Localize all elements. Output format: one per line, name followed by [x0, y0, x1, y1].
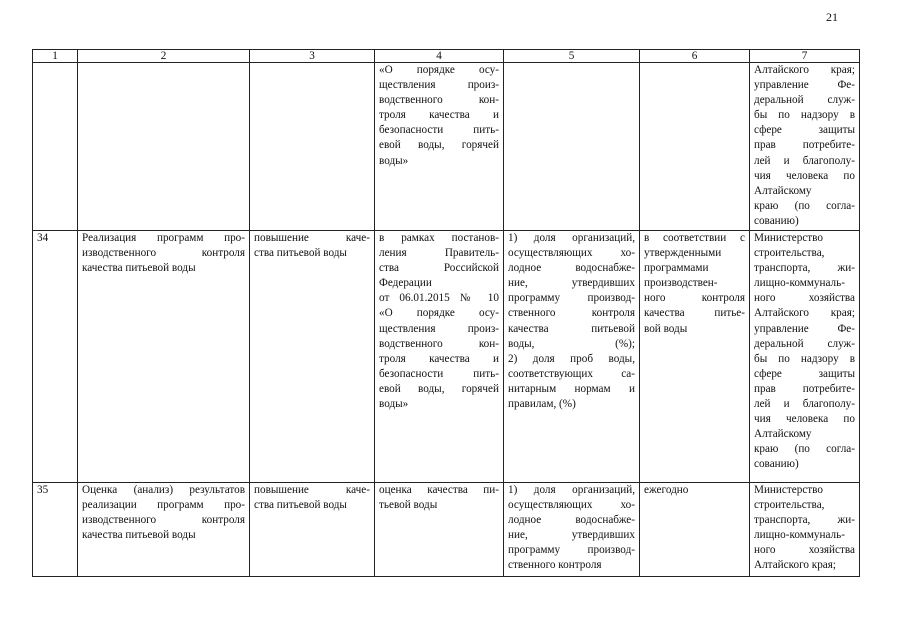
cell-line: краю (по согла-: [754, 443, 855, 456]
column-number: 6: [640, 50, 750, 63]
cell-line: тьевой воды: [379, 499, 438, 512]
cell-line: троля качества и: [379, 109, 499, 122]
cell-line: чия человека по: [754, 413, 855, 426]
cell-line: ществления произ-: [379, 322, 499, 335]
deadline-cell: [640, 231, 750, 483]
goal-cell: [250, 63, 375, 231]
column-number-row: [33, 50, 860, 63]
cell-line: водственного кон-: [379, 337, 499, 350]
cell-line: Реализация программ про-: [82, 232, 245, 244]
basis-cell: [375, 63, 504, 231]
cell-line: лей и благополу-: [754, 154, 855, 167]
cell-line: сфере защиты: [754, 367, 855, 380]
cell-line: ного хозяйства: [754, 292, 855, 305]
cell-line: евой воды, горячей: [379, 382, 499, 395]
cell-line: реализации программ про-: [82, 499, 245, 512]
cell-line: программу производ-: [508, 292, 635, 305]
cell-line: водственного кон-: [379, 94, 499, 107]
cell-line: изводственного контроля: [82, 514, 245, 527]
cell-line: соответствующих са-: [508, 367, 635, 380]
executor-cell: [750, 63, 860, 231]
cell-line: ственного контроля: [508, 307, 635, 320]
cell-line: утвержденными: [644, 247, 722, 260]
cell-line: ние, утвердивших: [508, 277, 635, 290]
cell-line: производствен-: [644, 277, 718, 290]
cell-line: «О порядке осу-: [379, 307, 499, 320]
cell-line: ного хозяйства: [754, 544, 855, 557]
goal-cell: [250, 483, 375, 577]
cell-line: ежегодно: [644, 484, 689, 496]
cell-line: ного контроля: [644, 292, 745, 305]
indicator-cell: [504, 63, 640, 231]
cell-line: качества питьевой воды: [82, 529, 196, 542]
cell-line: безопасности пить-: [379, 367, 499, 380]
cell-line: Федерации: [379, 277, 432, 290]
row-number: 35: [33, 483, 78, 577]
column-number: 5: [504, 50, 640, 63]
cell-line: 1) доля организаций,: [508, 232, 635, 244]
cell-line: качества питье-: [644, 307, 745, 320]
cell-line: программами: [644, 262, 709, 275]
cell-line: оценка качества пи-: [379, 484, 499, 496]
measures-table: [32, 49, 860, 577]
column-number: 3: [250, 50, 375, 63]
cell-line: повышение каче-: [254, 484, 370, 496]
cell-line: 2) доля проб воды,: [508, 352, 635, 365]
cell-line: ние, утвердивших: [508, 529, 635, 542]
cell-line: сфере защиты: [754, 124, 855, 137]
cell-line: в рамках постанов-: [379, 232, 499, 244]
row-number: [33, 63, 78, 231]
cell-line: нитарным нормам и: [508, 382, 635, 395]
cell-line: вой воды: [644, 322, 688, 335]
goal-cell: [250, 231, 375, 483]
cell-line: чия человека по: [754, 169, 855, 182]
cell-line: качества питьевой воды: [82, 262, 196, 275]
event-cell: [78, 63, 250, 231]
cell-line: лищно-коммуналь-: [754, 277, 845, 290]
cell-line: лищно-коммуналь-: [754, 529, 845, 542]
cell-line: изводственного контроля: [82, 247, 245, 260]
row-number: 34: [33, 231, 78, 483]
cell-line: в соответствии с: [644, 232, 745, 244]
table-row: [33, 231, 860, 483]
cell-line: воды»: [379, 398, 409, 411]
column-number: 2: [78, 50, 250, 63]
cell-line: правилам, (%): [508, 398, 576, 411]
cell-line: прав потребите-: [754, 139, 855, 152]
table-row: [33, 63, 860, 231]
event-cell: [78, 231, 250, 483]
cell-line: бы по надзору в: [754, 352, 855, 365]
cell-line: бы по надзору в: [754, 109, 855, 122]
cell-line: деральной служ-: [754, 94, 855, 107]
cell-line: от 06.01.2015 № 10: [379, 292, 499, 305]
cell-line: строительства,: [754, 499, 825, 512]
cell-line: прав потребите-: [754, 382, 855, 395]
cell-line: Министерство: [754, 484, 823, 496]
cell-line: Оценка (анализ) результатов: [82, 484, 245, 496]
cell-line: Алтайского края;: [754, 307, 855, 320]
cell-line: управление Фе-: [754, 79, 855, 92]
executor-cell: [750, 483, 860, 577]
cell-line: осуществляющих хо-: [508, 247, 635, 260]
cell-line: деральной служ-: [754, 337, 855, 350]
page-number: 21: [826, 10, 838, 24]
cell-line: транспорта, жи-: [754, 262, 855, 275]
cell-line: программу производ-: [508, 544, 635, 557]
column-number: 7: [750, 50, 860, 63]
cell-line: Алтайского края;: [754, 559, 837, 572]
cell-line: Алтайского края;: [754, 64, 855, 76]
cell-line: 1) доля организаций,: [508, 484, 635, 496]
cell-line: «О порядке осу-: [379, 64, 499, 76]
cell-line: Министерство: [754, 232, 823, 244]
cell-line: лодное водоснабже-: [508, 514, 635, 527]
cell-line: ства Российской: [379, 262, 499, 275]
cell-line: троля качества и: [379, 352, 499, 365]
cell-line: Алтайскому: [754, 184, 812, 197]
cell-line: Алтайскому: [754, 428, 812, 441]
cell-line: сованию): [754, 458, 799, 471]
cell-line: управление Фе-: [754, 322, 855, 335]
indicator-cell: [504, 483, 640, 577]
cell-line: ства питьевой воды: [254, 499, 347, 512]
deadline-cell: [640, 483, 750, 577]
cell-line: ществления произ-: [379, 79, 499, 92]
cell-line: ства питьевой воды: [254, 247, 347, 260]
cell-line: ления Правитель-: [379, 247, 499, 260]
cell-line: безопасности пить-: [379, 124, 499, 137]
basis-cell: [375, 483, 504, 577]
executor-cell: [750, 231, 860, 483]
cell-line: ственного контроля: [508, 559, 602, 572]
cell-line: воды, (%);: [508, 337, 635, 350]
cell-line: краю (по согла-: [754, 199, 855, 212]
cell-line: евой воды, горячей: [379, 139, 499, 152]
event-cell: [78, 483, 250, 577]
basis-cell: [375, 231, 504, 483]
indicator-cell: [504, 231, 640, 483]
cell-line: сованию): [754, 214, 799, 227]
cell-line: строительства,: [754, 247, 825, 260]
column-number: 1: [33, 50, 78, 63]
column-number: 4: [375, 50, 504, 63]
table-row: [33, 483, 860, 577]
cell-line: повышение каче-: [254, 232, 370, 244]
deadline-cell: [640, 63, 750, 231]
cell-line: транспорта, жи-: [754, 514, 855, 527]
cell-line: лей и благополу-: [754, 398, 855, 411]
cell-line: воды»: [379, 154, 409, 167]
cell-line: осуществляющих хо-: [508, 499, 635, 512]
cell-line: качества питьевой: [508, 322, 635, 335]
cell-line: лодное водоснабже-: [508, 262, 635, 275]
